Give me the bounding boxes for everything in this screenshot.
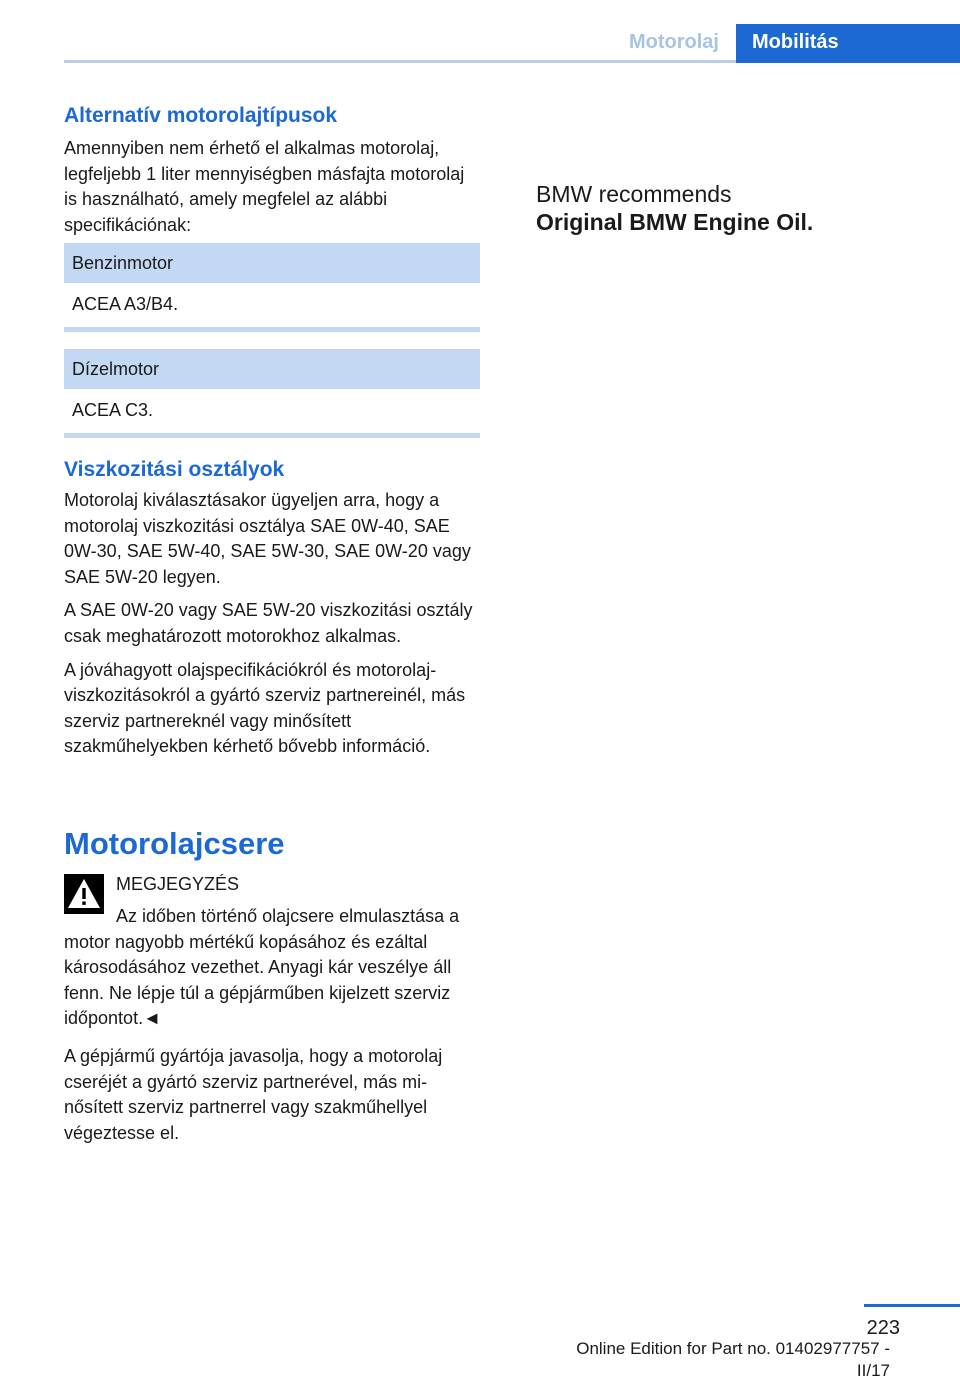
promo-line1: BMW recommends [536,181,732,207]
oil-change-body [64,1044,480,1146]
tab-section-motorolaj[interactable]: Motorolaj [629,31,719,53]
viscosity-title: Viszkozitási osztályok [64,458,285,481]
spec-box-petrol [64,243,480,332]
footer-rule [864,1304,960,1307]
spec-value: ACEA C3. [72,400,154,420]
notice-label: MEGJEGYZÉS [116,874,240,894]
spec-rule [64,327,480,332]
viscosity-paragraph: A jóváhagyott olajspecifikációkról és motorolaj-viszkozitásokról a gyártó szerviz partnereinél, más szerviz partnereknél vagy minősített szakműhelyekben kérhető bővebb információ. [64,659,466,757]
oil-change-title: Motorolajcsere [64,826,285,861]
spec-label: Benzinmotor [64,243,480,283]
oil-change-text: A gépjármű gyártója javasolja, hogy a motorolaj cseréjét a gyártó szerviz partnerével, más minősített szerviz partnerrel vagy szakműhellyel végeztesse el. [64,1046,443,1143]
alt-oil-title: Alternatív motorolajtípusok [64,104,338,127]
bmw-oil-promo [536,180,856,236]
spec-value: ACEA A3/B4. [72,294,179,314]
tab-chapter-mobilitas[interactable]: Mobilitás [736,24,960,63]
page-number: 223 [866,1317,900,1339]
oil-change-section [64,824,480,864]
spec-rule [64,433,480,438]
spec-box-diesel [64,349,480,438]
notice-block [64,904,480,1032]
viscosity-section [64,456,480,760]
viscosity-paragraph: Motorolaj kiválasztásakor ügyeljen arra, hogy a motorolaj viszkozitási osztálya SAE 0W-40, SAE 0W-30, SAE 5W-40, SAE 5W-30, SAE 0W-20 vagy SAE 5W-20 legyen. [64,490,471,587]
alt-oil-text: Amennyiben nem érhető el alkalmas motorolaj, legfeljebb 1 liter mennyiségben másfajta motorolaj is használható, amely megfelel az alábbi specifikációnak: [64,138,465,235]
viscosity-paragraph: A SAE 0W-20 vagy SAE 5W-20 viszkozitási osztály csak meghatározott motorokhoz alkalmas. [64,600,473,646]
spec-label: Dízelmotor [64,349,480,389]
notice-label-wrap [116,872,480,898]
promo-line2: Original BMW Engine Oil. [536,209,814,235]
edition-note: Online Edition for Part no. 01402977757 - II/17 [576,1339,890,1380]
alt-oil-section [64,102,480,238]
notice-text: Az időben történő olajcsere elmulasztása a motor nagyobb mértékű kopásához és ezáltal károsodásához vezethet. Anyagi kár veszélye áll fenn. Ne lépje túl a gépjárműben kijelzett szerviz időpontot.◄ [64,906,460,1029]
